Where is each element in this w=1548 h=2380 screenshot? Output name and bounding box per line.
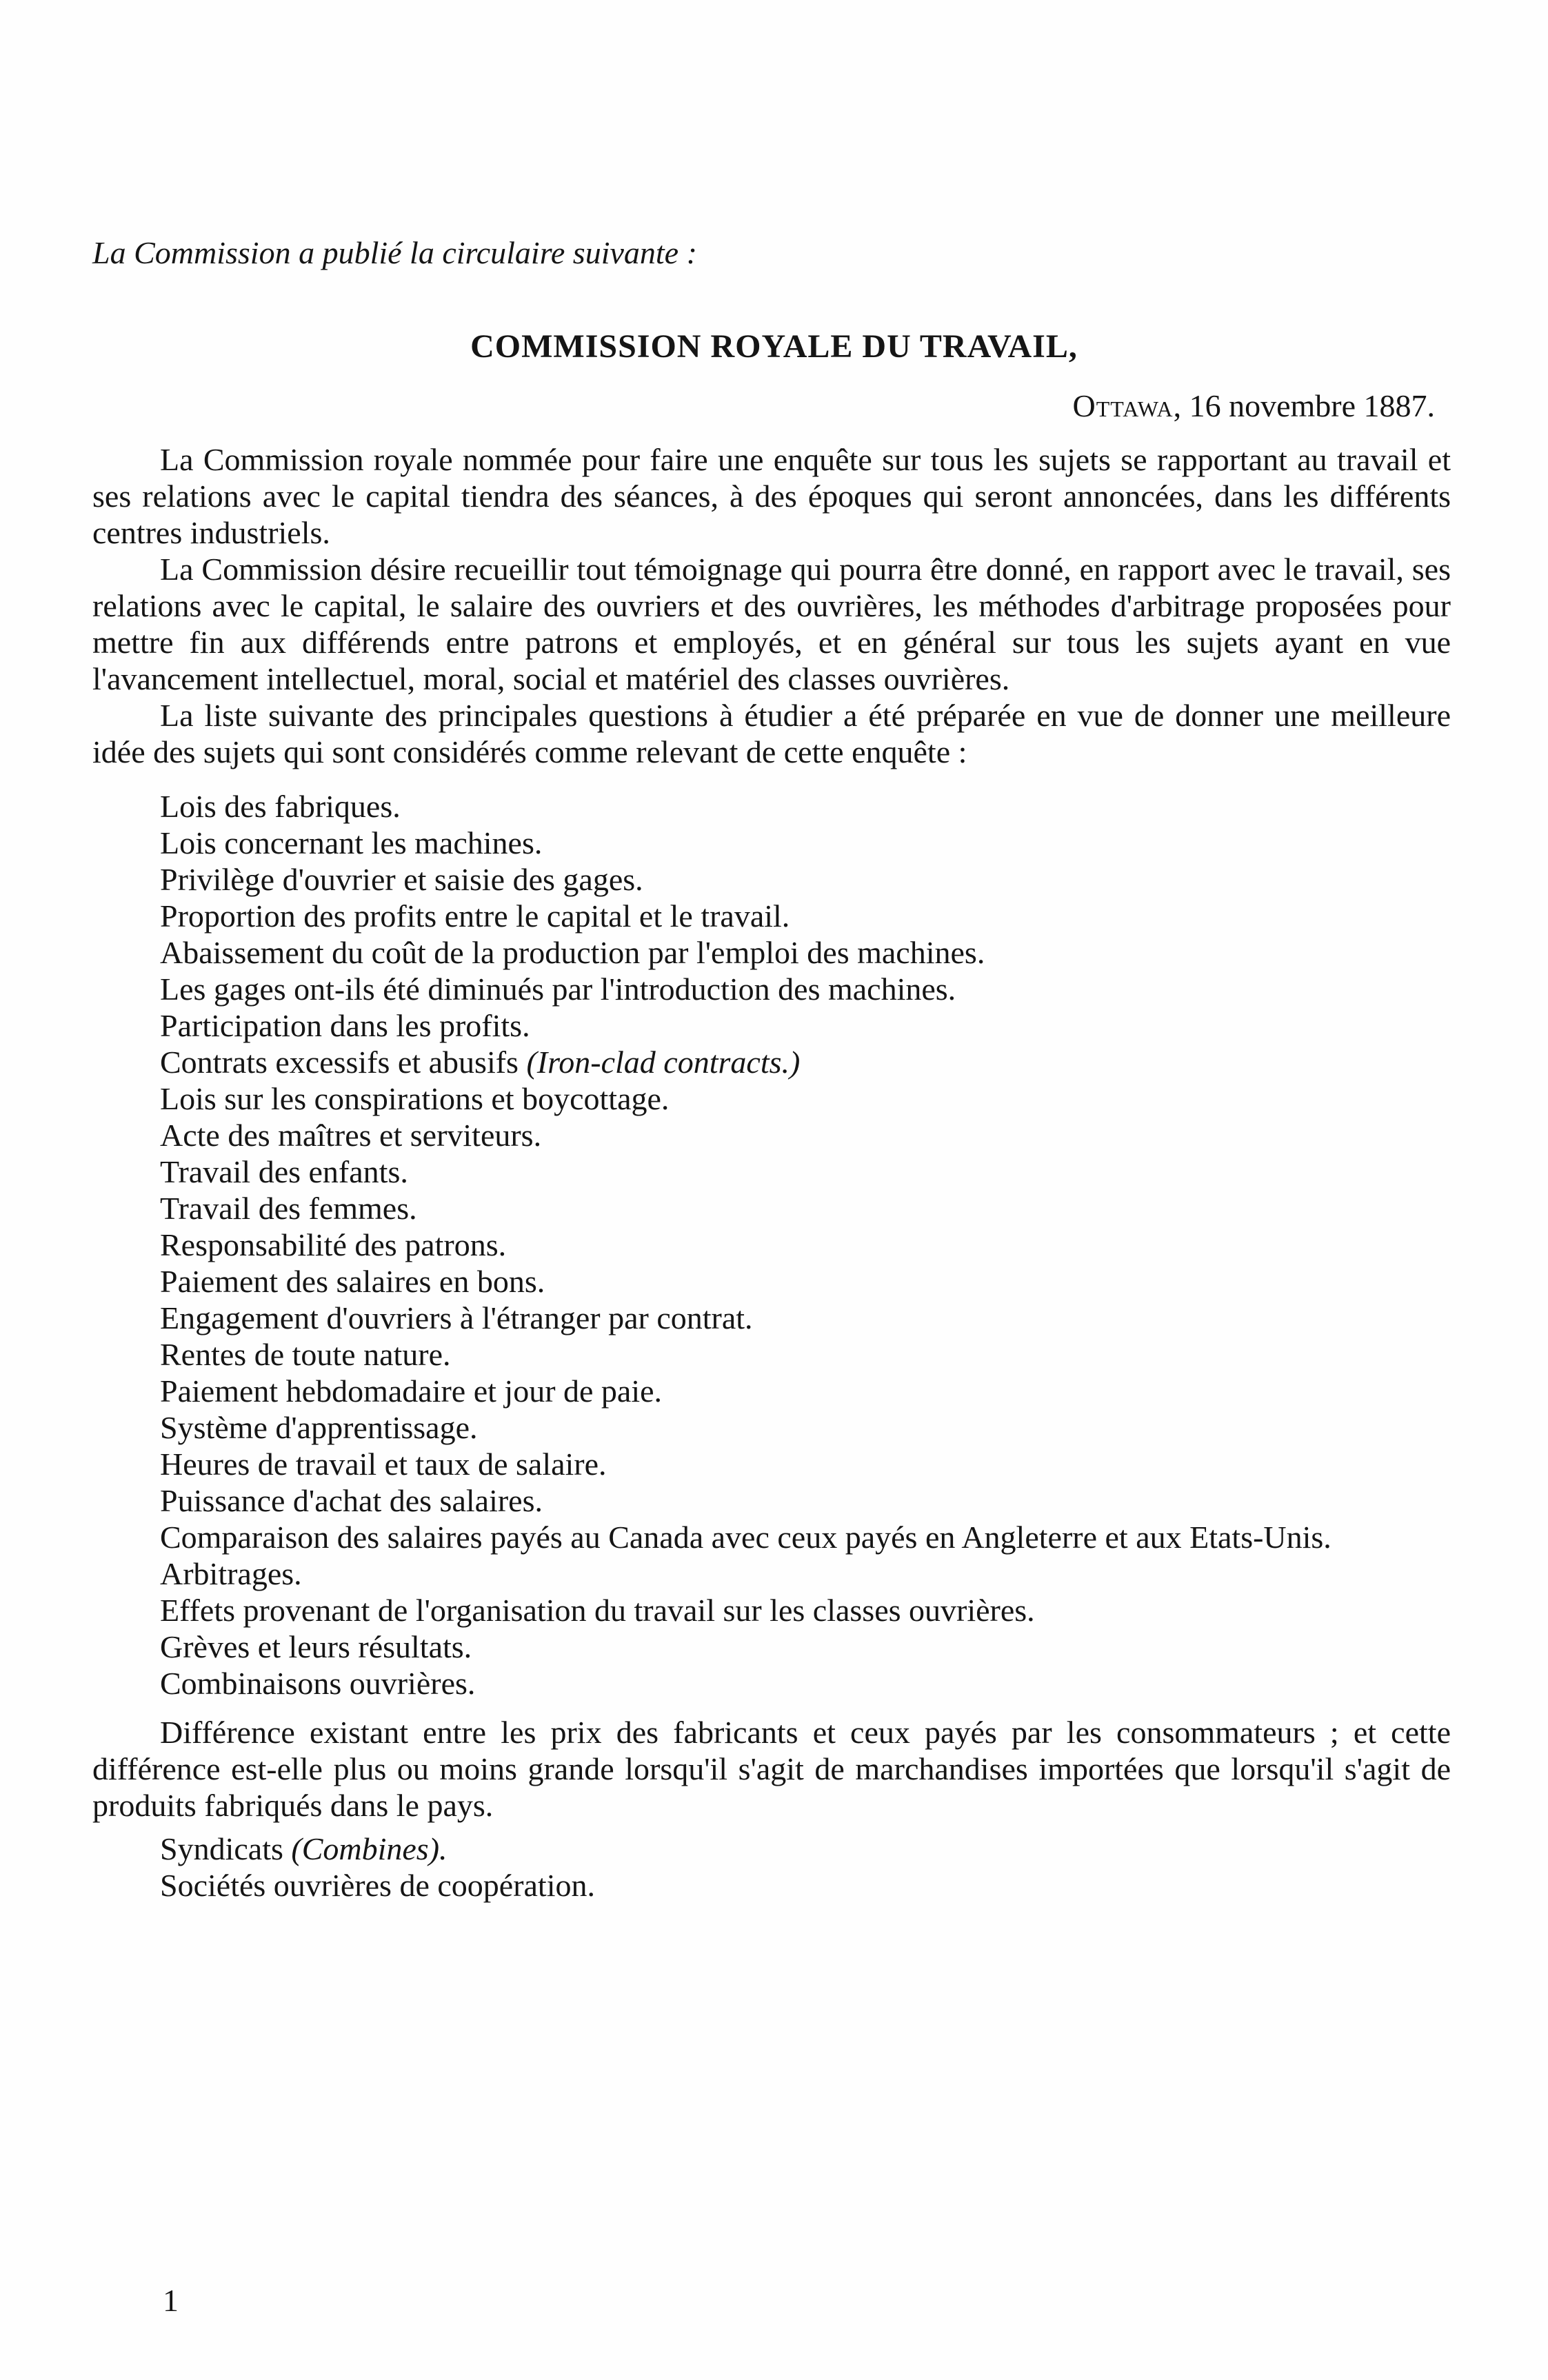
- list-item: Lois concernant les machines.: [160, 825, 543, 860]
- list-item: Lois sur les conspirations et boycottage.: [160, 1081, 670, 1116]
- list-item: Sociétés ouvrières de coopération.: [160, 1868, 595, 1903]
- body-text: [92, 441, 1451, 1904]
- page-number: 1: [163, 2283, 179, 2318]
- list-item-note: (Iron-clad contracts.): [526, 1045, 801, 1080]
- list-item-note: (Combines).: [291, 1831, 448, 1866]
- list-item: Acte des maîtres et serviteurs.: [160, 1118, 542, 1153]
- circular-heading: COMMISSION ROYALE DU TRAVAIL,: [470, 328, 1078, 365]
- list-item: Comparaison des salaires payés au Canada avec ceux payés en Angleterre et aux Etats-Unis.: [160, 1520, 1331, 1555]
- list-item: [92, 1831, 1451, 1867]
- list-item-label: Syndicats: [160, 1831, 283, 1866]
- list-item: Engagement d'ouvriers à l'étranger par contrat.: [160, 1300, 753, 1335]
- list-item: Grèves et leurs résultats.: [160, 1629, 472, 1664]
- list-item: Les gages ont-ils été diminués par l'introduction des machines.: [160, 971, 956, 1007]
- list-item: Proportion des profits entre le capital et le travail.: [160, 898, 790, 934]
- list-item: Rentes de toute nature.: [160, 1337, 451, 1372]
- list-item: [92, 1044, 1451, 1080]
- list-item: Paiement hebdomadaire et jour de paie.: [160, 1373, 663, 1409]
- list-item: Abaissement du coût de la production par l'emploi des machines.: [160, 935, 985, 970]
- dateline: [1072, 387, 1435, 424]
- list-item: Différence existant entre les prix des fabricants et ceux payés par les consommateurs ; et cette différence est-elle plus ou moins grande lorsqu'il s'agit de marchandises importées que lorsqu'il s'agit de produits fabriqués dans le pays.: [92, 1715, 1451, 1823]
- list-item: Combinaisons ouvrières.: [160, 1666, 476, 1701]
- list-item: Responsabilité des patrons.: [160, 1227, 507, 1262]
- list-item: Puissance d'achat des salaires.: [160, 1483, 543, 1518]
- list-item: Lois des fabriques.: [160, 789, 401, 824]
- paragraph: La Commission désire recueillir tout témoignage qui pourra être donné, en rapport avec le travail, ses relations avec le capital, le salaire des ouvriers et des ouvrières, les méthodes d'arbitrage proposées pour mettre fin aux différends entre patrons et employés, et en général sur tous les sujets ayant en vue l'avancement intellectuel, moral, social et matériel des classes ouvrières.: [92, 552, 1451, 696]
- topic-list: [92, 788, 1451, 1904]
- list-item: Privilège d'ouvrier et saisie des gages.: [160, 862, 643, 897]
- paragraph: La liste suivante des principales questions à étudier a été préparée en vue de donner une meilleure idée des sujets qui sont considérés comme relevant de cette enquête :: [92, 698, 1451, 769]
- list-item: Travail des femmes.: [160, 1191, 417, 1226]
- list-item: Effets provenant de l'organisation du travail sur les classes ouvrières.: [160, 1593, 1035, 1628]
- intro-line: La Commission a publié la circulaire suivante :: [92, 235, 697, 270]
- dateline-place: Ottawa: [1072, 388, 1174, 423]
- list-item: Système d'apprentissage.: [160, 1410, 478, 1445]
- dateline-date: , 16 novembre 1887.: [1173, 388, 1435, 423]
- list-item-label: Contrats excessifs et abusifs: [160, 1045, 519, 1080]
- list-item: Travail des enfants.: [160, 1154, 408, 1189]
- list-item: Arbitrages.: [160, 1556, 302, 1591]
- list-item: Participation dans les profits.: [160, 1008, 530, 1043]
- list-item: Paiement des salaires en bons.: [160, 1264, 545, 1299]
- paragraph: La Commission royale nommée pour faire une enquête sur tous les sujets se rapportant au travail et ses relations avec le capital tiendra des séances, à des époques qui seront annoncées, dans les différents centres industriels.: [92, 442, 1451, 550]
- list-item: Heures de travail et taux de salaire.: [160, 1446, 607, 1482]
